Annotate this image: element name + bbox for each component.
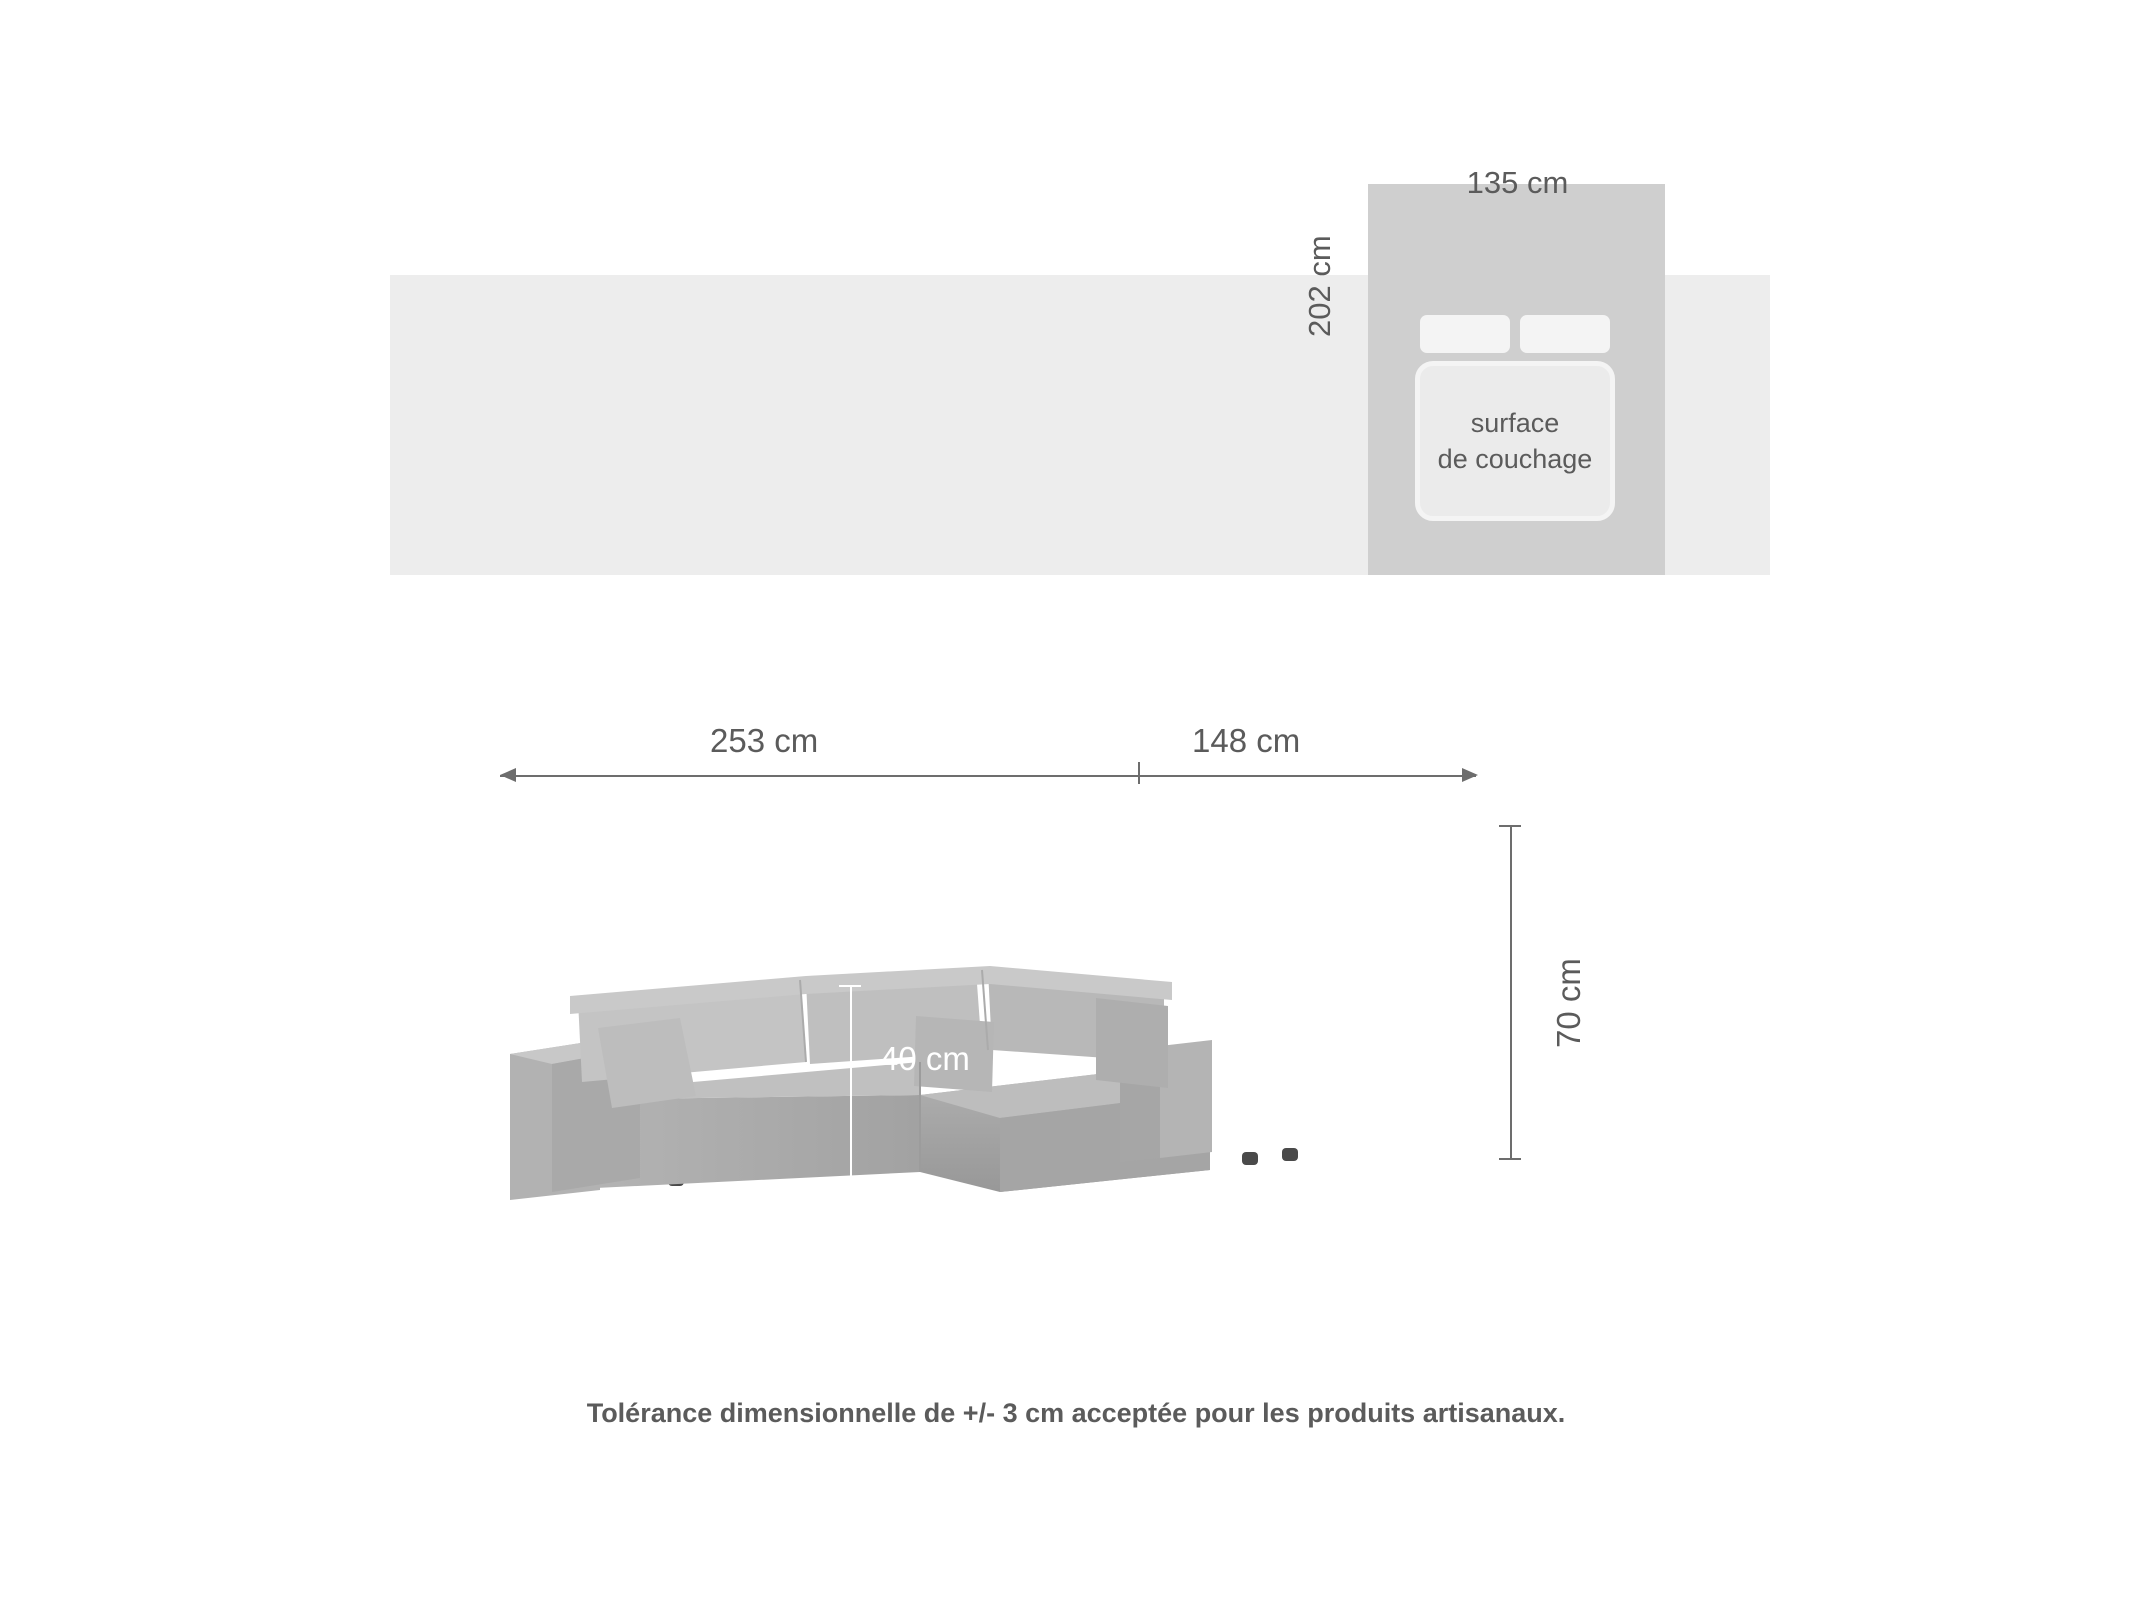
pillow-right bbox=[1520, 315, 1610, 353]
width-main-tick-right bbox=[1138, 762, 1140, 784]
width-main-arrow-left bbox=[500, 768, 516, 782]
height-seat-dim-line bbox=[850, 985, 852, 1180]
sleeping-surface-diagram bbox=[390, 165, 1770, 575]
sleeping-surface-caption-line2: de couchage bbox=[1437, 444, 1593, 474]
sleeping-surface-caption-line1: surface bbox=[1470, 407, 1560, 438]
height-seat-tick-top bbox=[839, 985, 861, 987]
height-seat-label: 40 cm bbox=[880, 1040, 970, 1077]
height-back-tick-bottom bbox=[1499, 1158, 1521, 1160]
sofa-drawing bbox=[500, 800, 1620, 1250]
sleeping-surface-width-label: 135 cm bbox=[1466, 165, 1569, 200]
height-seat-tick-bottom bbox=[839, 1178, 861, 1180]
height-back-dim-line bbox=[1510, 825, 1512, 1160]
tolerance-footnote: Tolérance dimensionnelle de +/- 3 cm acceptée pour les produits artisanaux. bbox=[586, 1398, 1566, 1428]
sleeping-surface-depth-label: 202 cm bbox=[1302, 235, 1337, 337]
mattress-area bbox=[1415, 361, 1615, 521]
sofa-illustration bbox=[500, 722, 1620, 1250]
width-main-dim-line bbox=[500, 775, 1140, 777]
height-back-tick-top bbox=[1499, 825, 1521, 827]
height-back-label: 70 cm bbox=[1550, 958, 1587, 1048]
width-chaise-label: 148 cm bbox=[1192, 722, 1301, 759]
pillow-left bbox=[1420, 315, 1510, 353]
width-chaise-arrow-right bbox=[1462, 768, 1478, 782]
width-chaise-dim-line bbox=[1140, 775, 1476, 777]
width-main-label: 253 cm bbox=[710, 722, 819, 759]
